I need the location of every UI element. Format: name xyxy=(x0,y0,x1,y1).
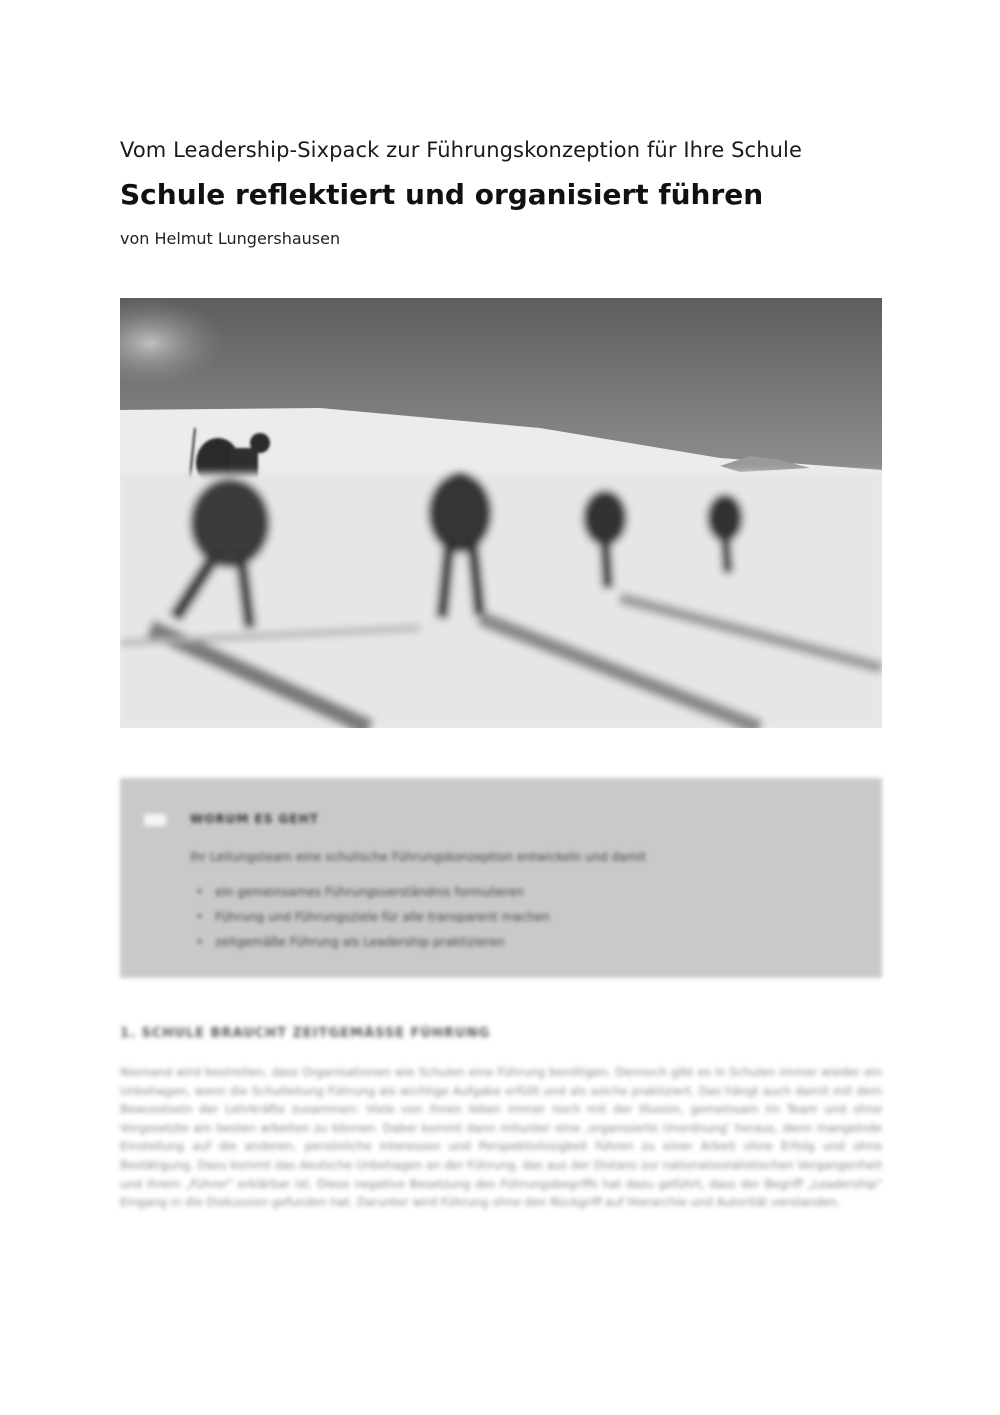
document-supertitle: Vom Leadership-Sixpack zur Führungskonzeption für Ihre Schule xyxy=(120,138,802,162)
author-byline: von Helmut Lungershausen xyxy=(120,229,341,248)
document-title: Schule reflektiert und organisiert führen xyxy=(120,178,764,211)
summary-list xyxy=(212,880,550,955)
section-body: Niemand wird bestreiten, dass Organisationen wie Schulen eine Führung benötigen. Dennoch gibt es in Schulen immer wieder ein Unbehagen, wenn die Schulleitung Führung als wichtige Aufgabe erfüllt und als solche praktiziert. Das hängt auch damit mit dem Bewusstsein der Lehrkräfte zusammen: Viele von ihnen leben immer noch mit der Illusion, gemeinsam im Team und ohne Vorgesetzte am besten arbeiten zu können. Dabei kommt dann mitunter eine ‚organisierte Unordnung' heraus, denn mangelnde Einstellung auf die anderen, persönliche Interessen und Perspektivlosigkeit führen zu einer Arbeit ohne Erfolg und ohne Bestätigung. Dazu kommt das deutsche Unbehagen an der Führung, das aus der Distanz zur nationalsozialistischen Vergangenheit und ihrem „Führer" erklärbar ist. Diese negative Besetzung des Führungsbegriffs hat dazu geführt, dass der Begriff „Leadership" Eingang in die Diskussion gefunden hat. Darunter wird Führung ohne den Rückgriff auf Hierarchie und Autorität verstanden. xyxy=(120,1065,882,1210)
section-heading: 1. SCHULE BRAUCHT ZEITGEMÄSSE FÜHRUNG xyxy=(120,1026,491,1041)
list-item: • Führung und Führungsziele für alle transparent machen xyxy=(212,905,550,930)
list-item: • ein gemeinsames Führungsverständnis formulieren xyxy=(212,880,550,905)
summary-box xyxy=(120,778,882,978)
section-1 xyxy=(120,1026,882,1283)
summary-heading: WORUM ES GEHT xyxy=(190,812,319,826)
ski-touring-photo xyxy=(120,298,882,728)
cover-photo xyxy=(120,298,882,728)
list-item: • zeitgemäße Führung als Leadership praktizieren xyxy=(212,930,550,955)
arrow-icon xyxy=(144,814,166,826)
summary-lead: Ihr Leitungsteam eine schulische Führungskonzeption entwickeln und damit xyxy=(190,850,647,864)
